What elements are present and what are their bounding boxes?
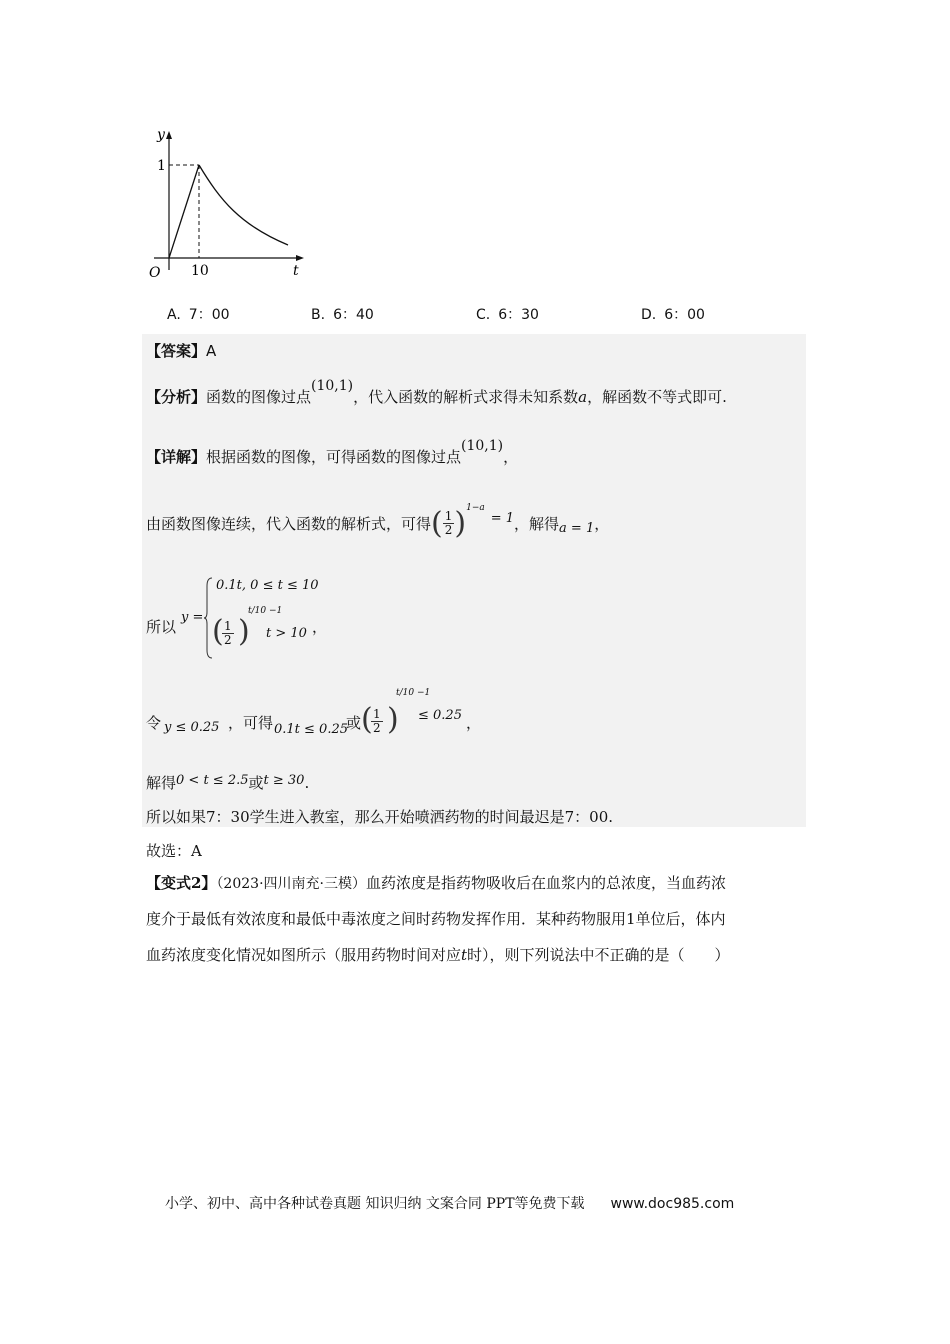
piecewise-block [146,574,346,664]
piecewise-y-eq: y = [181,610,204,625]
variant-line2: 度介于最低有效浓度和最低中毒浓度之间时药物发挥作用．某种药物服用1单位后，体内 [146,910,726,928]
footer-text: 小学、初中、高中各种试卷真题 知识归纳 文案合同 PPT等免费下载 [165,1196,585,1212]
case2-num: 1 [224,619,232,633]
ineq-text1: ，可得 [228,714,274,732]
y-axis-arrow [166,131,172,139]
ineq-or: 或 [346,714,362,732]
ineq-suffix: ， [466,714,482,732]
case2-left-paren: ( [212,614,224,649]
ineq-num: 1 [373,707,381,721]
analysis-text3: ，解函数不等式即可. [587,388,727,406]
ineq-right-paren: ) [387,702,399,737]
solution-range1: 0 < t ≤ 2.5 [176,773,249,788]
option-c-letter: C. [476,307,491,323]
left-paren: ( [431,506,443,541]
continuous-text2: ，解得 [514,515,560,533]
detail-text2: ， [503,448,519,466]
ineq-left-paren: ( [361,702,373,737]
answer-value: A [206,342,217,360]
ineq-fraction [371,708,383,735]
page-footer [165,1193,734,1213]
ineq-exp: t/10 −1 [396,688,431,698]
ineq-rhs: ≤ 0.25 [418,708,462,723]
option-a-value: 7：00 [188,307,230,323]
continuous-result: a = 1 [559,520,595,536]
inequality-block [146,686,486,746]
analysis-var: a [578,388,588,406]
answer-tag: 【答案】 [146,342,207,360]
half-den: 2 [444,523,453,537]
half-fraction [443,510,455,537]
variant-line1 [146,872,726,893]
option-d[interactable] [641,304,705,324]
ineq-den: 2 [373,721,381,735]
variant-line3 [146,944,730,965]
half-num: 1 [444,509,453,523]
variant-source: （2023·四川南充·三模） [216,876,366,892]
conclusion-line: 所以如果7：30学生进入教室，那么开始喷洒药物的时间最迟是7：00. [146,808,614,826]
analysis-text2: ，代入函数的解析式求得未知系数 [353,388,579,406]
variant-text3a: 血药浓度变化情况如图所示（服用药物时间对应 [146,946,462,964]
choice-line: 故选：A [146,842,202,860]
option-b-letter: B. [311,307,326,323]
option-b[interactable] [311,304,374,324]
ineq-prefix: 令 [146,714,162,732]
detail-tag: 【详解】 [146,448,207,466]
y-tick-label: 1 [157,158,166,174]
variant-var: t [461,946,468,964]
option-a[interactable] [167,304,230,324]
t-tick-label: 10 [191,263,209,279]
analysis-text1: 函数的图像过点 [206,388,312,406]
piecewise-case1: 0.1t, 0 ≤ t ≤ 10 [216,578,319,593]
t-axis-label: t [293,263,299,279]
solution-or: 或 [248,774,264,792]
solution-suffix: . [304,774,310,792]
answer-line [146,340,216,361]
variant-text1: 血药浓度是指药物吸收后在血浆内的总浓度，当血药浓 [365,874,726,892]
piecewise-suffix: ， [312,618,328,636]
option-d-letter: D. [641,307,657,323]
option-d-value: 6：00 [664,307,705,323]
ineq-1: 0.1t ≤ 0.25 [274,722,349,737]
solution-prefix: 解得 [146,774,177,792]
ineq-cond: y ≤ 0.25 [164,720,220,735]
option-a-letter: A. [167,307,181,323]
t-axis-arrow [296,255,304,261]
option-c-value: 6：30 [498,307,539,323]
continuous-line [146,502,610,541]
analysis-line [146,378,727,407]
footer-url[interactable]: www.doc985.com [610,1196,735,1212]
option-b-value: 6：40 [333,307,374,323]
case2-right-paren: ) [238,614,250,649]
decay-curve [199,165,288,245]
solution-range2: t ≥ 30 [263,773,305,788]
variant-tag: 【变式2】 [146,874,217,892]
solution-line [146,772,309,793]
piecewise-case2-cond: t > 10 [266,626,307,641]
concentration-graph [140,125,315,285]
continuous-text3: ， [594,515,610,533]
case2-fraction [222,620,234,647]
analysis-tag: 【分析】 [146,388,207,406]
detail-point: (10,1) [461,438,504,454]
continuous-exponent: 1−a [466,502,485,513]
origin-label: O [149,265,161,281]
case2-den: 2 [224,633,232,647]
continuous-eq: = 1 [490,510,515,526]
right-paren: ) [454,506,467,541]
piecewise-prefix: 所以 [146,618,177,636]
continuous-text1: 由函数图像连续，代入函数的解析式，可得 [146,515,432,533]
analysis-point: (10,1) [311,378,354,394]
variant-text3b: 时），则下列说法中不正确的是（ ） [467,946,730,964]
rise-segment [169,165,199,258]
y-axis-label: y [157,127,165,143]
detail-line [146,438,519,467]
option-c[interactable] [476,304,539,324]
piecewise-exp: t/10 −1 [248,606,283,616]
detail-text1: 根据函数的图像，可得函数的图像过点 [206,448,462,466]
